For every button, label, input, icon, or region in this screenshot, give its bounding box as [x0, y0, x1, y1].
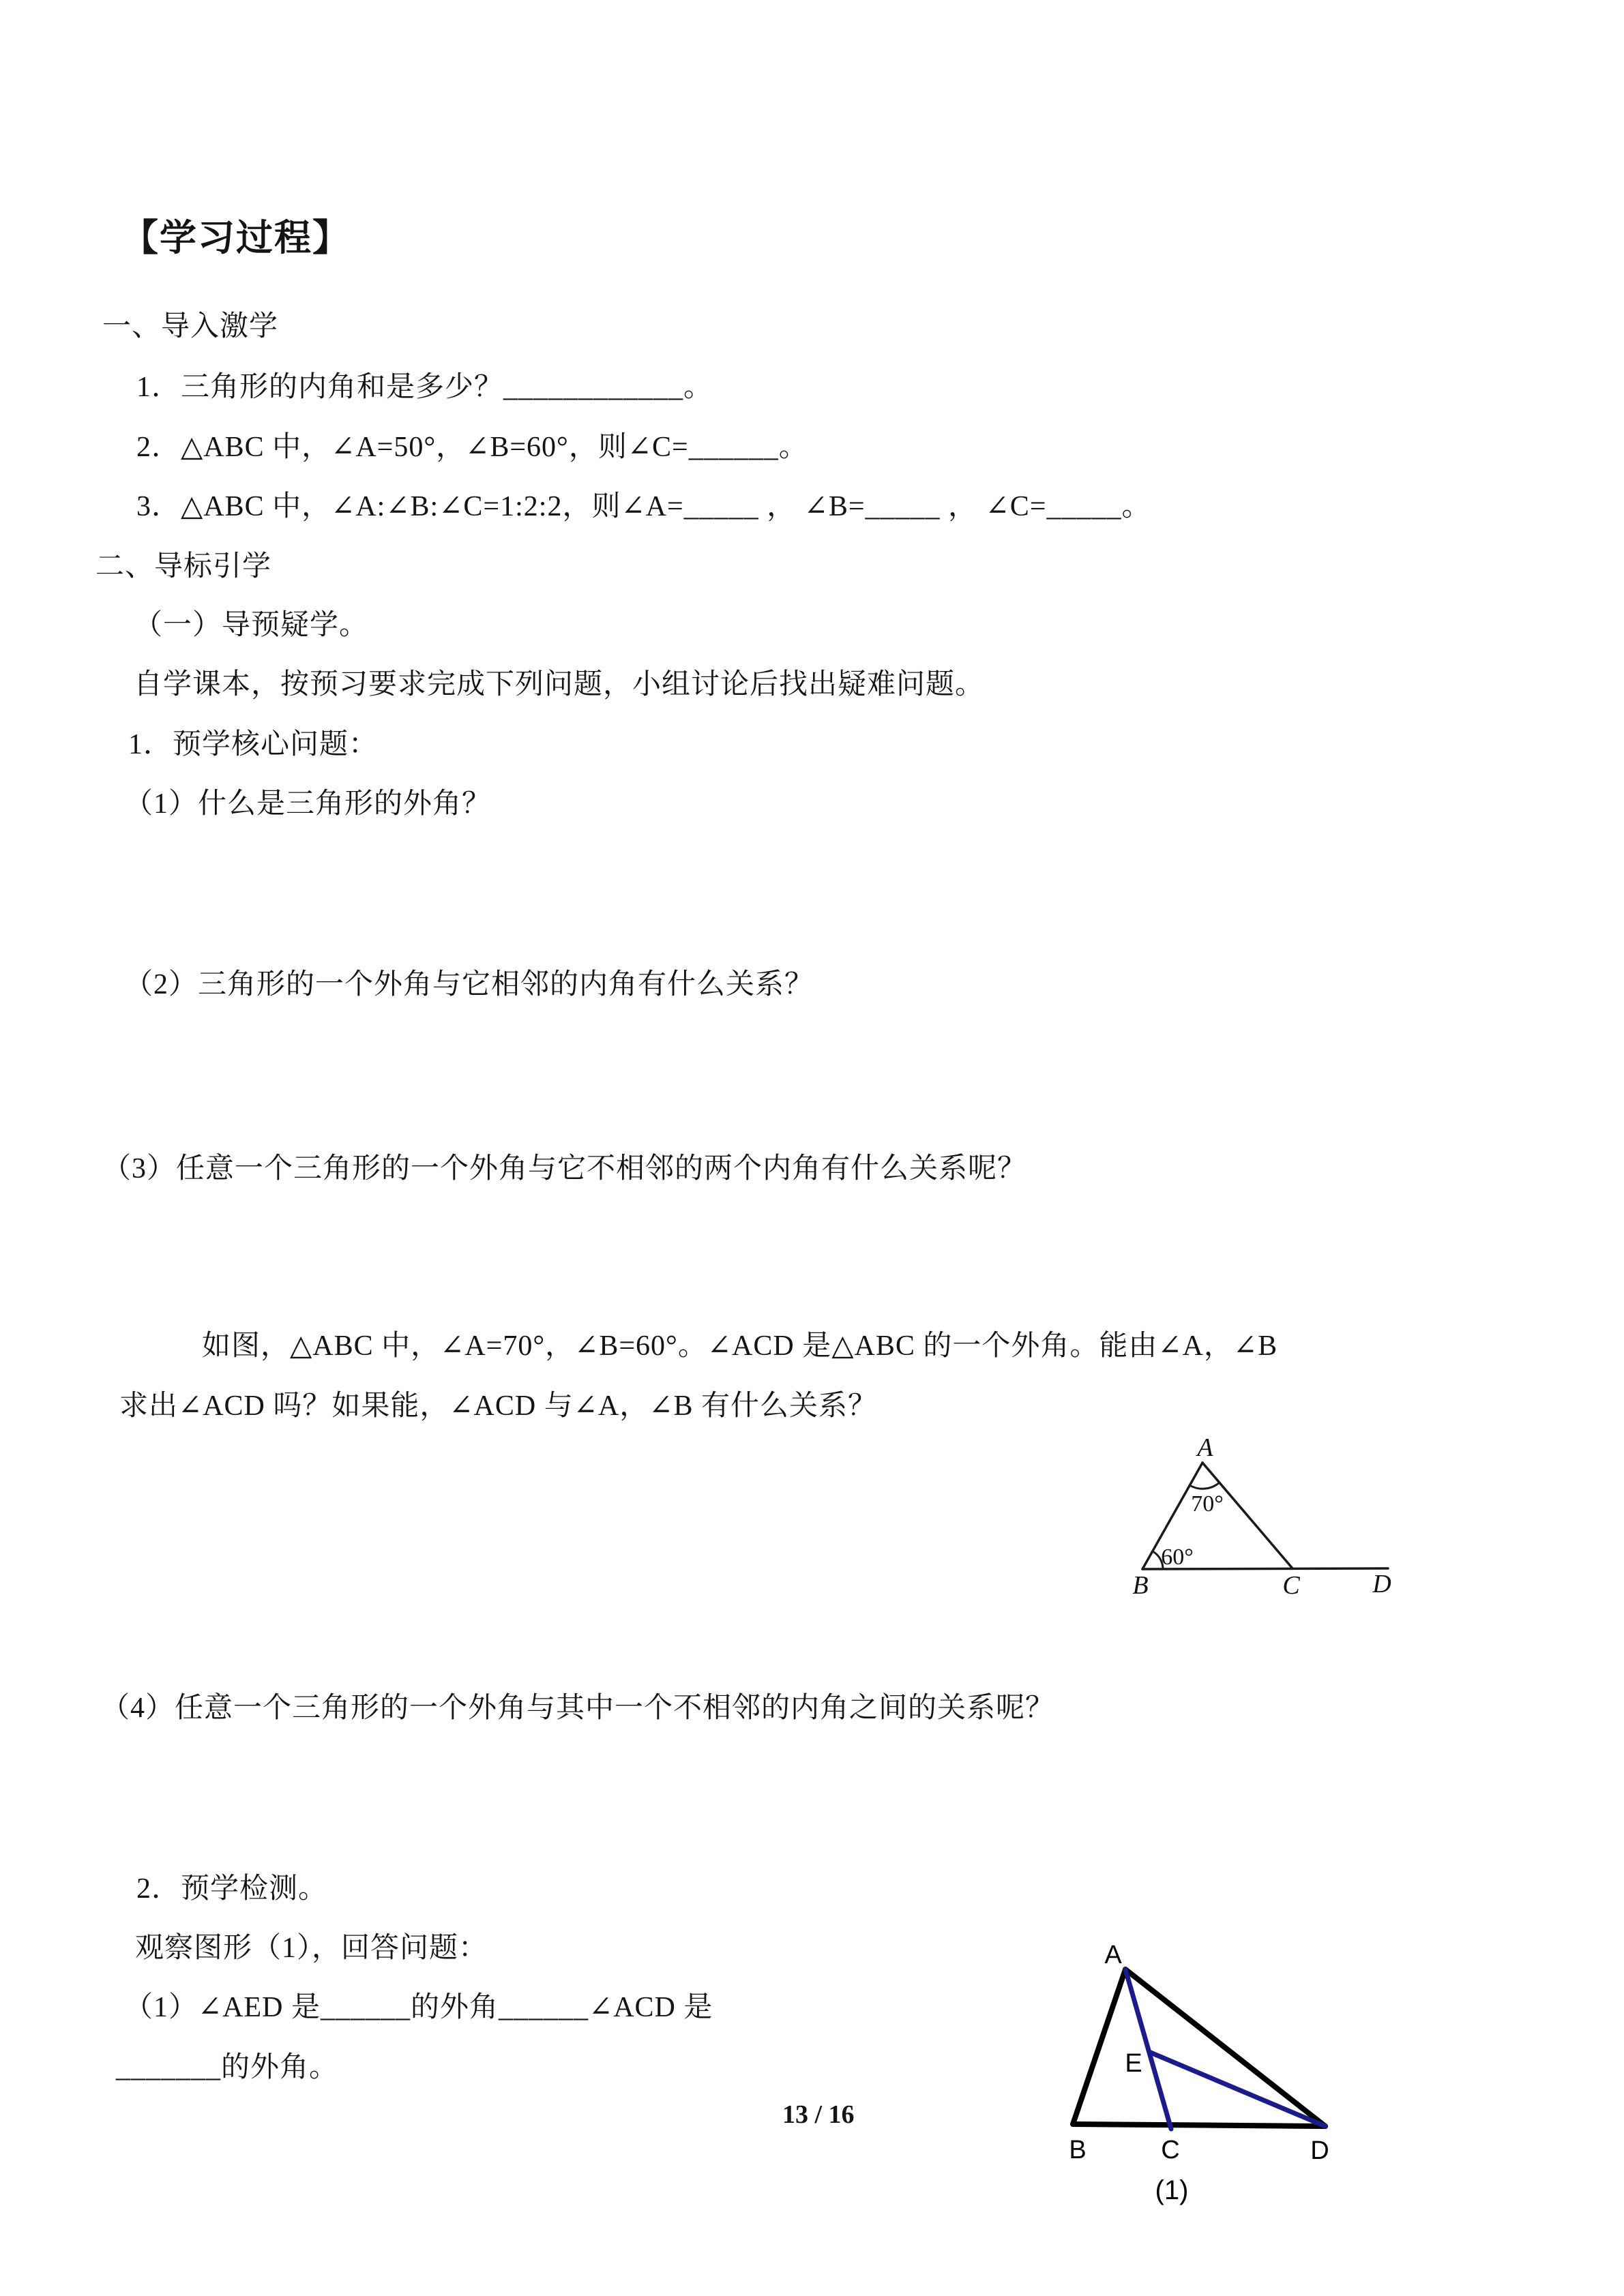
intro-question-2: 2．△ABC 中，∠A=50°，∠B=60°，则∠C=______。 [136, 432, 808, 463]
core-question-4: （4）任意一个三角形的一个外角与其中一个不相邻的内角之间的关系呢？ [101, 1693, 1055, 1724]
core-question-1: （1）什么是三角形的外角？ [124, 788, 492, 820]
figure1-angle-B-value: 60° [1161, 1545, 1194, 1570]
page-number: 13 / 16 [782, 2100, 855, 2129]
pretest-heading: 2．预学检测。 [136, 1873, 328, 1905]
figure1-exterior-angle-triangle [1112, 1422, 1405, 1599]
example-text-line1: 如图，△ABC 中，∠A=70°，∠B=60°。∠ACD 是△ABC 的一个外角。能由∠A，∠B [202, 1330, 1278, 1362]
figure2-base-BD [1073, 2124, 1325, 2126]
figure2-label-A: A [1104, 1941, 1122, 1969]
intro-question-1: 1．三角形的内角和是多少？____________。 [136, 372, 713, 403]
figure2-side-AD [1125, 1969, 1325, 2126]
figure2-segment-ED [1151, 2053, 1325, 2126]
figure1-label-B: B [1132, 1571, 1149, 1599]
pretest-question1-line1: （1）∠AED 是______的外角______∠ACD 是 [124, 1992, 713, 2023]
figure1-angle-A-value: 70° [1191, 1491, 1224, 1517]
intro-question-3: 3．△ABC 中，∠A:∠B:∠C=1:2:2，则∠A=_____ ， ∠B=_____ ， ∠C=_____。 [136, 491, 1151, 522]
core-question-2: （2）三角形的一个外角与它相邻的内角有什么关系？ [124, 969, 814, 1000]
guide-instruction: 自学课本，按预习要求完成下列问题，小组讨论后找出疑难问题。 [134, 669, 985, 700]
figure2-side-AB [1073, 1969, 1125, 2124]
core-question-3: （3）任意一个三角形的一个外角与它不相邻的两个内角有什么关系呢？ [102, 1153, 1027, 1184]
page-title: 【学习过程】 [121, 218, 351, 258]
figure1-label-C: C [1282, 1571, 1300, 1599]
figure1-label-D: D [1372, 1570, 1391, 1598]
section2-heading: 二、导标引学 [95, 551, 272, 582]
figure1-label-A: A [1197, 1433, 1213, 1462]
figure2-caption: (1) [1155, 2175, 1189, 2205]
figure2-label-D: D [1310, 2136, 1329, 2165]
figure2-label-C: C [1161, 2136, 1180, 2164]
figure2-label-E: E [1125, 2049, 1142, 2078]
pretest-instruction: 观察图形（1），回答问题： [135, 1933, 488, 1964]
figure1-angle-arc-A [1190, 1482, 1220, 1489]
pretest-question1-line2: _______的外角。 [116, 2052, 339, 2083]
guide-sub-heading: （一）导预疑学。 [134, 610, 369, 641]
figure2-label-B: B [1069, 2136, 1087, 2164]
core-questions-heading: 1．预学核心问题： [128, 729, 379, 760]
example-text-line2: 求出∠ACD 吗？如果能，∠ACD 与∠A，∠B 有什么关系？ [119, 1390, 877, 1422]
figure2-triangle-with-cevians [1057, 1933, 1350, 2206]
section1-heading: 一、导入激学 [102, 311, 279, 342]
